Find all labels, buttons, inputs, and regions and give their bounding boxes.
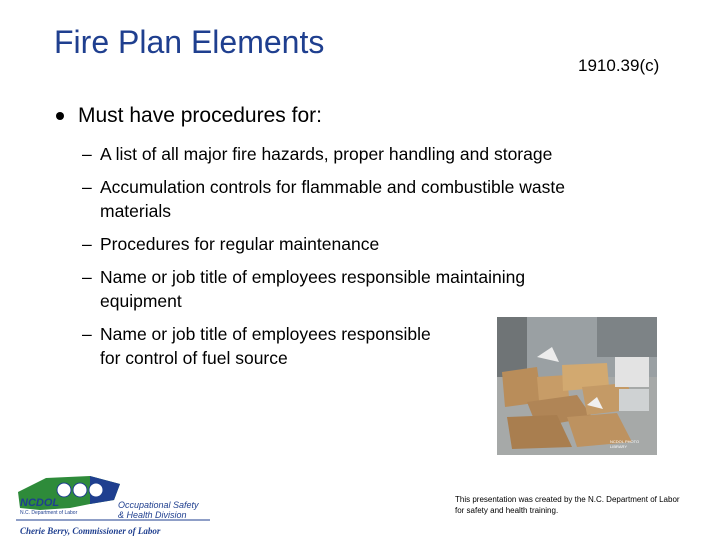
sub-bullet-3 — [82, 232, 379, 256]
sub-bullet-continuation: materials — [100, 201, 171, 221]
presentation-credit: This presentation was created by the N.C. Department of Labor for safety and health training. — [455, 495, 680, 515]
logo-line1: Occupational Safety — [118, 500, 199, 510]
slide-title: Fire Plan Elements — [54, 24, 325, 60]
ncdol-osh-logo — [10, 470, 210, 540]
sub-bullet-1 — [82, 142, 552, 166]
warehouse-photo — [497, 317, 657, 455]
sub-bullet-text: Name or job title of employees responsible — [100, 324, 431, 344]
logo-line2: & Health Division — [118, 510, 187, 520]
dash-icon: – — [82, 144, 92, 164]
dash-icon: – — [82, 234, 92, 254]
sub-bullet-5 — [82, 322, 431, 370]
main-bullet-text: Must have procedures for: — [78, 104, 322, 127]
dash-icon: – — [82, 324, 92, 344]
cluttered-boxes-image — [497, 317, 657, 455]
logo-agency: NCDOL — [20, 497, 60, 509]
sub-bullet-text: Name or job title of employees responsible maintaining — [100, 267, 526, 287]
regulation-reference: 1910.39(c) — [578, 56, 660, 75]
photo-caption: NCDOL PHOTO LIBRARY — [610, 439, 640, 449]
sub-bullet-text: Procedures for regular maintenance — [100, 234, 380, 254]
bullet-dot-icon — [56, 112, 64, 120]
sub-bullet-continuation: for control of fuel source — [100, 348, 288, 368]
main-bullet — [56, 104, 322, 128]
sub-bullet-continuation: equipment — [100, 291, 182, 311]
sub-bullet-4 — [82, 265, 525, 313]
dash-icon: – — [82, 267, 92, 287]
logo-commissioner: Cherie Berry, Commissioner of Labor — [20, 526, 161, 536]
sub-bullet-text: Accumulation controls for flammable and combustible waste — [100, 177, 565, 197]
sub-bullet-2 — [82, 175, 565, 223]
sub-bullet-text: A list of all major fire hazards, proper handling and storage — [100, 144, 553, 164]
logo-dept: N.C. Department of Labor — [20, 510, 78, 516]
dash-icon: – — [82, 177, 92, 197]
